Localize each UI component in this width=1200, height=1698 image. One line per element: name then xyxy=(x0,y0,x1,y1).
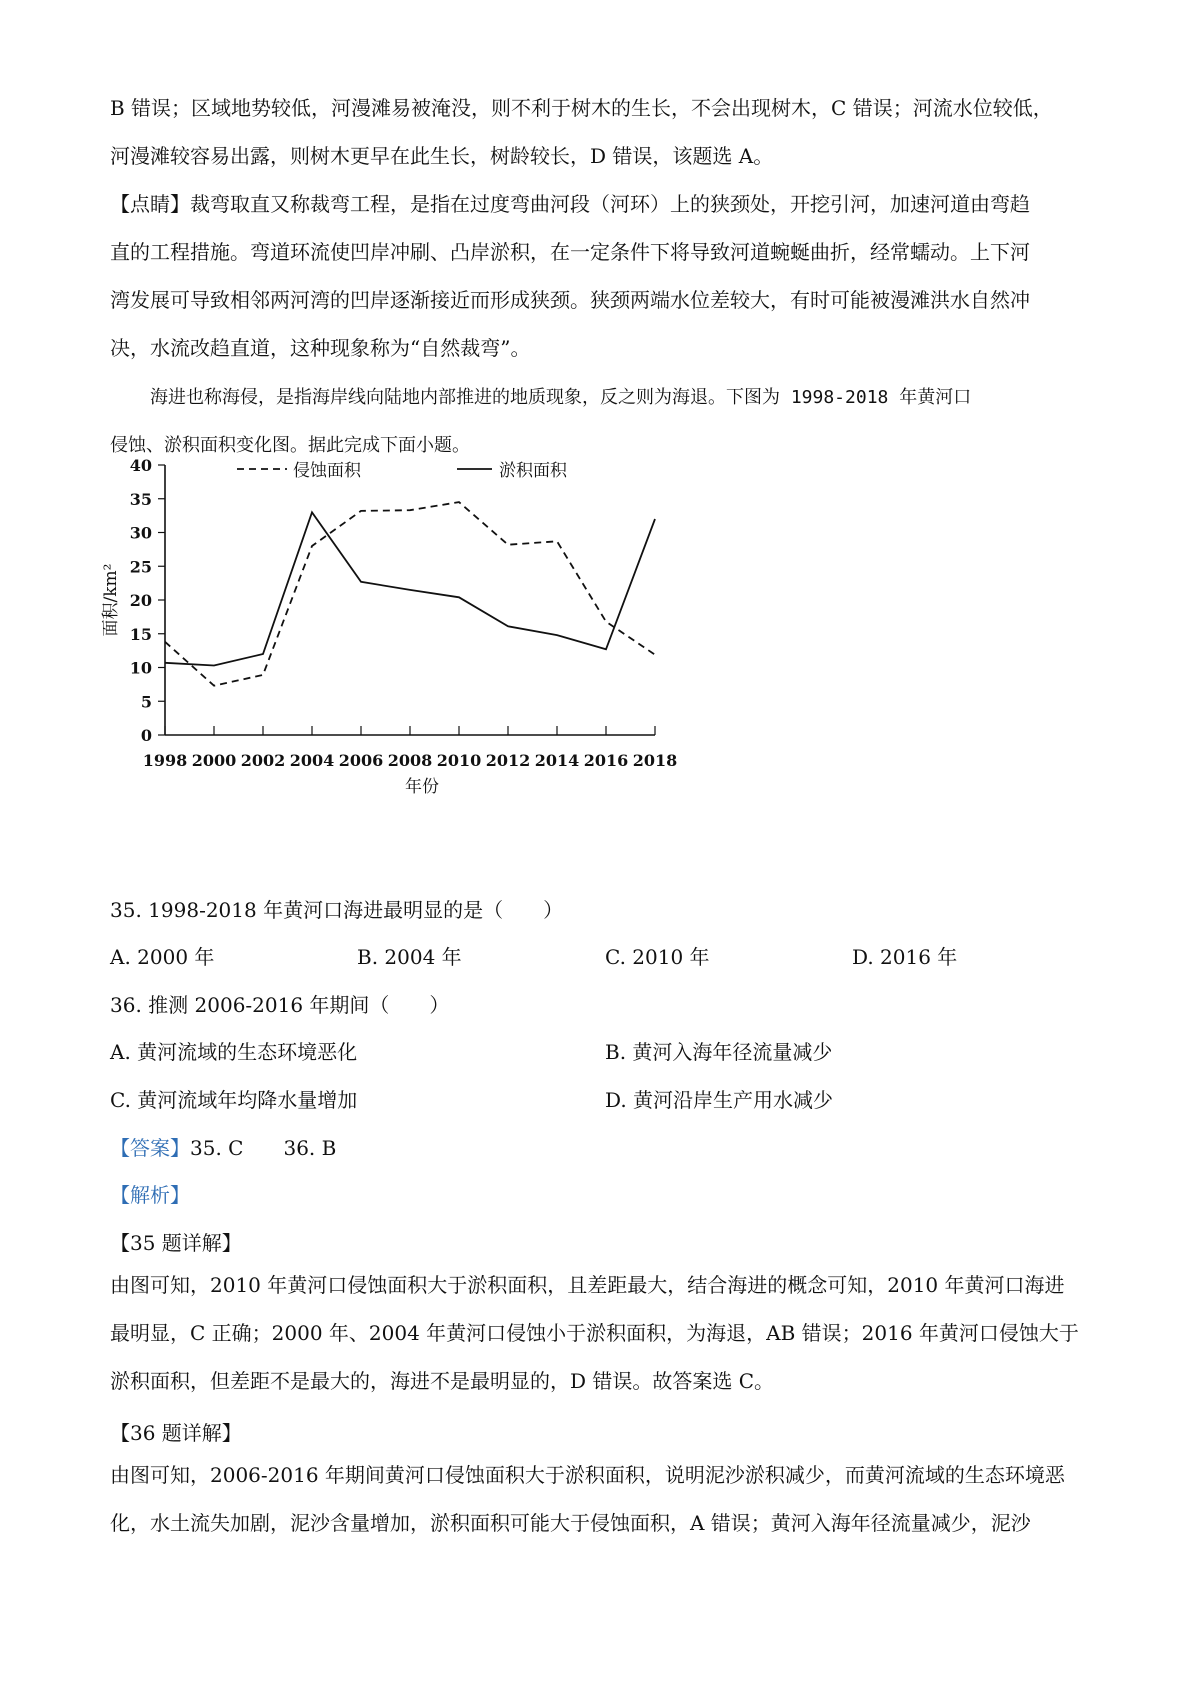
chart-labels xyxy=(101,456,677,797)
detail35-line-1: 由图可知，2010 年黄河口侵蚀面积大于淤积面积，且差距最大，结合海进的概念可知，2010 年黄河口海进 xyxy=(110,1273,1065,1297)
q35-option-a[interactable]: A. 2000 年 xyxy=(110,945,215,969)
y-tick-label: 40 xyxy=(129,456,152,475)
detail36-line-1: 由图可知，2006-2016 年期间黄河口侵蚀面积大于淤积面积，说明泥沙淤积减少，而黄河流域的生态环境恶 xyxy=(110,1463,1065,1487)
x-axis-label: 年份 xyxy=(405,777,439,797)
answer-35: 35. C xyxy=(190,1136,244,1160)
tip-line-4: 决，水流改趋直道，这种现象称为“自然裁弯”。 xyxy=(110,336,531,360)
intro-paragraph xyxy=(110,84,1100,180)
detail35-paragraph xyxy=(110,1261,1100,1405)
x-tick-label: 2000 xyxy=(191,751,237,770)
detail35-line-2: 最明显，C 正确；2000 年、2004 年黄河口侵蚀小于淤积面积，为海退，AB 错误；2016 年黄河口侵蚀大于 xyxy=(110,1321,1079,1345)
detail35-line-3: 淤积面积，但差距不是最大的，海进不是最明显的，D 错误。故答案选 C。 xyxy=(110,1369,775,1393)
erosion-deposition-chart xyxy=(100,450,760,880)
legend-label: 淤积面积 xyxy=(499,461,567,481)
x-tick-label: 2018 xyxy=(632,751,678,770)
x-tick-label: 2016 xyxy=(583,751,629,770)
x-tick-label: 2002 xyxy=(240,751,286,770)
x-tick-label: 2014 xyxy=(534,751,580,770)
y-tick-label: 35 xyxy=(129,489,152,509)
y-tick-label: 15 xyxy=(129,624,152,644)
deposition-area-line xyxy=(165,512,655,665)
q36-stem: 36. 推测 2006-2016 年期间（ ） xyxy=(110,993,450,1017)
tip-label: 【点睛】 xyxy=(110,192,190,216)
erosion-area-line xyxy=(165,502,655,686)
x-tick-label: 2010 xyxy=(436,751,482,770)
y-tick-label: 20 xyxy=(129,591,152,610)
q35-option-d[interactable]: D. 2016 年 xyxy=(852,945,958,969)
q36-option-b[interactable]: B. 黄河入海年径流量减少 xyxy=(605,1040,833,1064)
chart-series xyxy=(165,502,655,686)
x-tick-label: 1998 xyxy=(142,751,188,770)
tip-line-3: 湾发展可导致相邻两河湾的凹岸逐渐接近而形成狭颈。狭颈两端水位差较大，有时可能被漫滩洪水自然冲 xyxy=(110,288,1030,312)
passage-line-1: 海进也称海侵，是指海岸线向陆地内部推进的地质现象，反之则为海退。下图为 1998-2018 年黄河口 xyxy=(150,387,972,408)
tip-paragraph xyxy=(110,180,1100,372)
x-tick-label: 2012 xyxy=(485,751,531,770)
answer-36: 36. B xyxy=(283,1136,337,1160)
detail36-paragraph xyxy=(110,1451,1100,1547)
y-axis-label: 面积/km² xyxy=(101,563,121,637)
tip-line-2: 直的工程措施。弯道环流使凹岸冲刷、凸岸淤积，在一定条件下将导致河道蜿蜒曲折，经常蠕动。上下河 xyxy=(110,240,1030,264)
q35-stem: 35. 1998-2018 年黄河口海进最明显的是（ ） xyxy=(110,898,564,922)
x-tick-label: 2006 xyxy=(338,751,384,770)
answer-line xyxy=(110,1133,336,1163)
chart-axes xyxy=(158,465,655,735)
answer-label: 【答案】 xyxy=(110,1136,190,1160)
y-tick-label: 0 xyxy=(140,726,152,745)
analysis-label: 【解析】 xyxy=(110,1183,190,1207)
detail36-line-2: 化，水土流失加剧，泥沙含量增加，淤积面积可能大于侵蚀面积，A 错误；黄河入海年径流量减少，泥沙 xyxy=(110,1511,1031,1535)
passage-line-2: 侵蚀、淤积面积变化图。据此完成下面小题。 xyxy=(110,435,470,456)
q36-option-c[interactable]: C. 黄河流域年均降水量增加 xyxy=(110,1088,358,1112)
q36-option-d[interactable]: D. 黄河沿岸生产用水减少 xyxy=(605,1088,834,1112)
q36-option-a[interactable]: A. 黄河流域的生态环境恶化 xyxy=(110,1040,358,1064)
q35-option-b[interactable]: B. 2004 年 xyxy=(357,945,462,969)
intro-line-2: 河漫滩较容易出露，则树木更早在此生长，树龄较长，D 错误，该题选 A。 xyxy=(110,144,774,168)
y-tick-label: 25 xyxy=(129,557,152,577)
y-tick-label: 30 xyxy=(129,523,152,543)
detail36-label: 【36 题详解】 xyxy=(110,1421,242,1445)
y-tick-label: 10 xyxy=(129,658,152,678)
tip-line-1: 【点睛】裁弯取直又称裁弯工程，是指在过度弯曲河段（河环）上的狭颈处，开挖引河，加速河道由弯趋 xyxy=(110,192,1030,216)
chart-legend xyxy=(237,461,568,481)
detail35-label: 【35 题详解】 xyxy=(110,1231,242,1255)
x-tick-label: 2008 xyxy=(387,751,433,770)
y-tick-label: 5 xyxy=(140,692,152,712)
q35-option-c[interactable]: C. 2010 年 xyxy=(605,945,710,969)
intro-line-1: B 错误；区域地势较低，河漫滩易被淹没，则不利于树木的生长，不会出现树木，C 错误；河流水位较低， xyxy=(110,96,1053,120)
x-tick-label: 2004 xyxy=(289,751,335,770)
legend-label: 侵蚀面积 xyxy=(293,461,361,481)
